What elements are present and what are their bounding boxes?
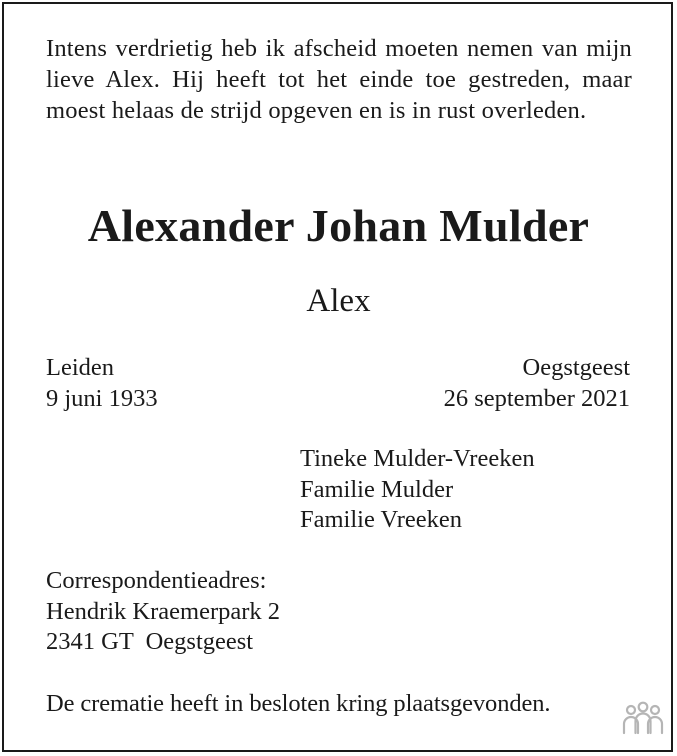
mourner-name: Tineke Mulder-Vreeken — [300, 445, 535, 472]
cremation-note: De crematie heeft in besloten kring plaatsgevonden. — [46, 690, 551, 717]
mourner-name: Familie Mulder — [300, 475, 454, 503]
birth-info — [46, 352, 158, 414]
correspondence-address — [46, 566, 280, 658]
deceased-nickname: Alex — [306, 283, 371, 319]
birth-date: 9 juni 1933 — [46, 385, 158, 412]
deceased-full-name: Alexander Johan Mulder — [87, 200, 590, 251]
death-info — [444, 352, 630, 414]
mourner-name: Familie Vreeken — [300, 506, 463, 533]
people-group-icon — [622, 700, 664, 736]
address-postal-city: 2341 GT Oegstgeest — [46, 628, 254, 655]
address-label: Correspondentieadres: — [46, 567, 267, 594]
mourners-list — [300, 444, 535, 536]
intro-text: Intens verdrietig heb ik afscheid moeten nemen van mijn lieve Alex. Hij heeft tot het einde toe gestreden, maar moest helaas de strijd opgeven en is in rust overleden. — [46, 35, 632, 124]
birth-place: Leiden — [46, 354, 115, 381]
death-date: 26 september 2021 — [443, 385, 630, 412]
death-place: Oegstgeest — [522, 354, 630, 381]
address-street: Hendrik Kraemerpark 2 — [46, 597, 281, 625]
